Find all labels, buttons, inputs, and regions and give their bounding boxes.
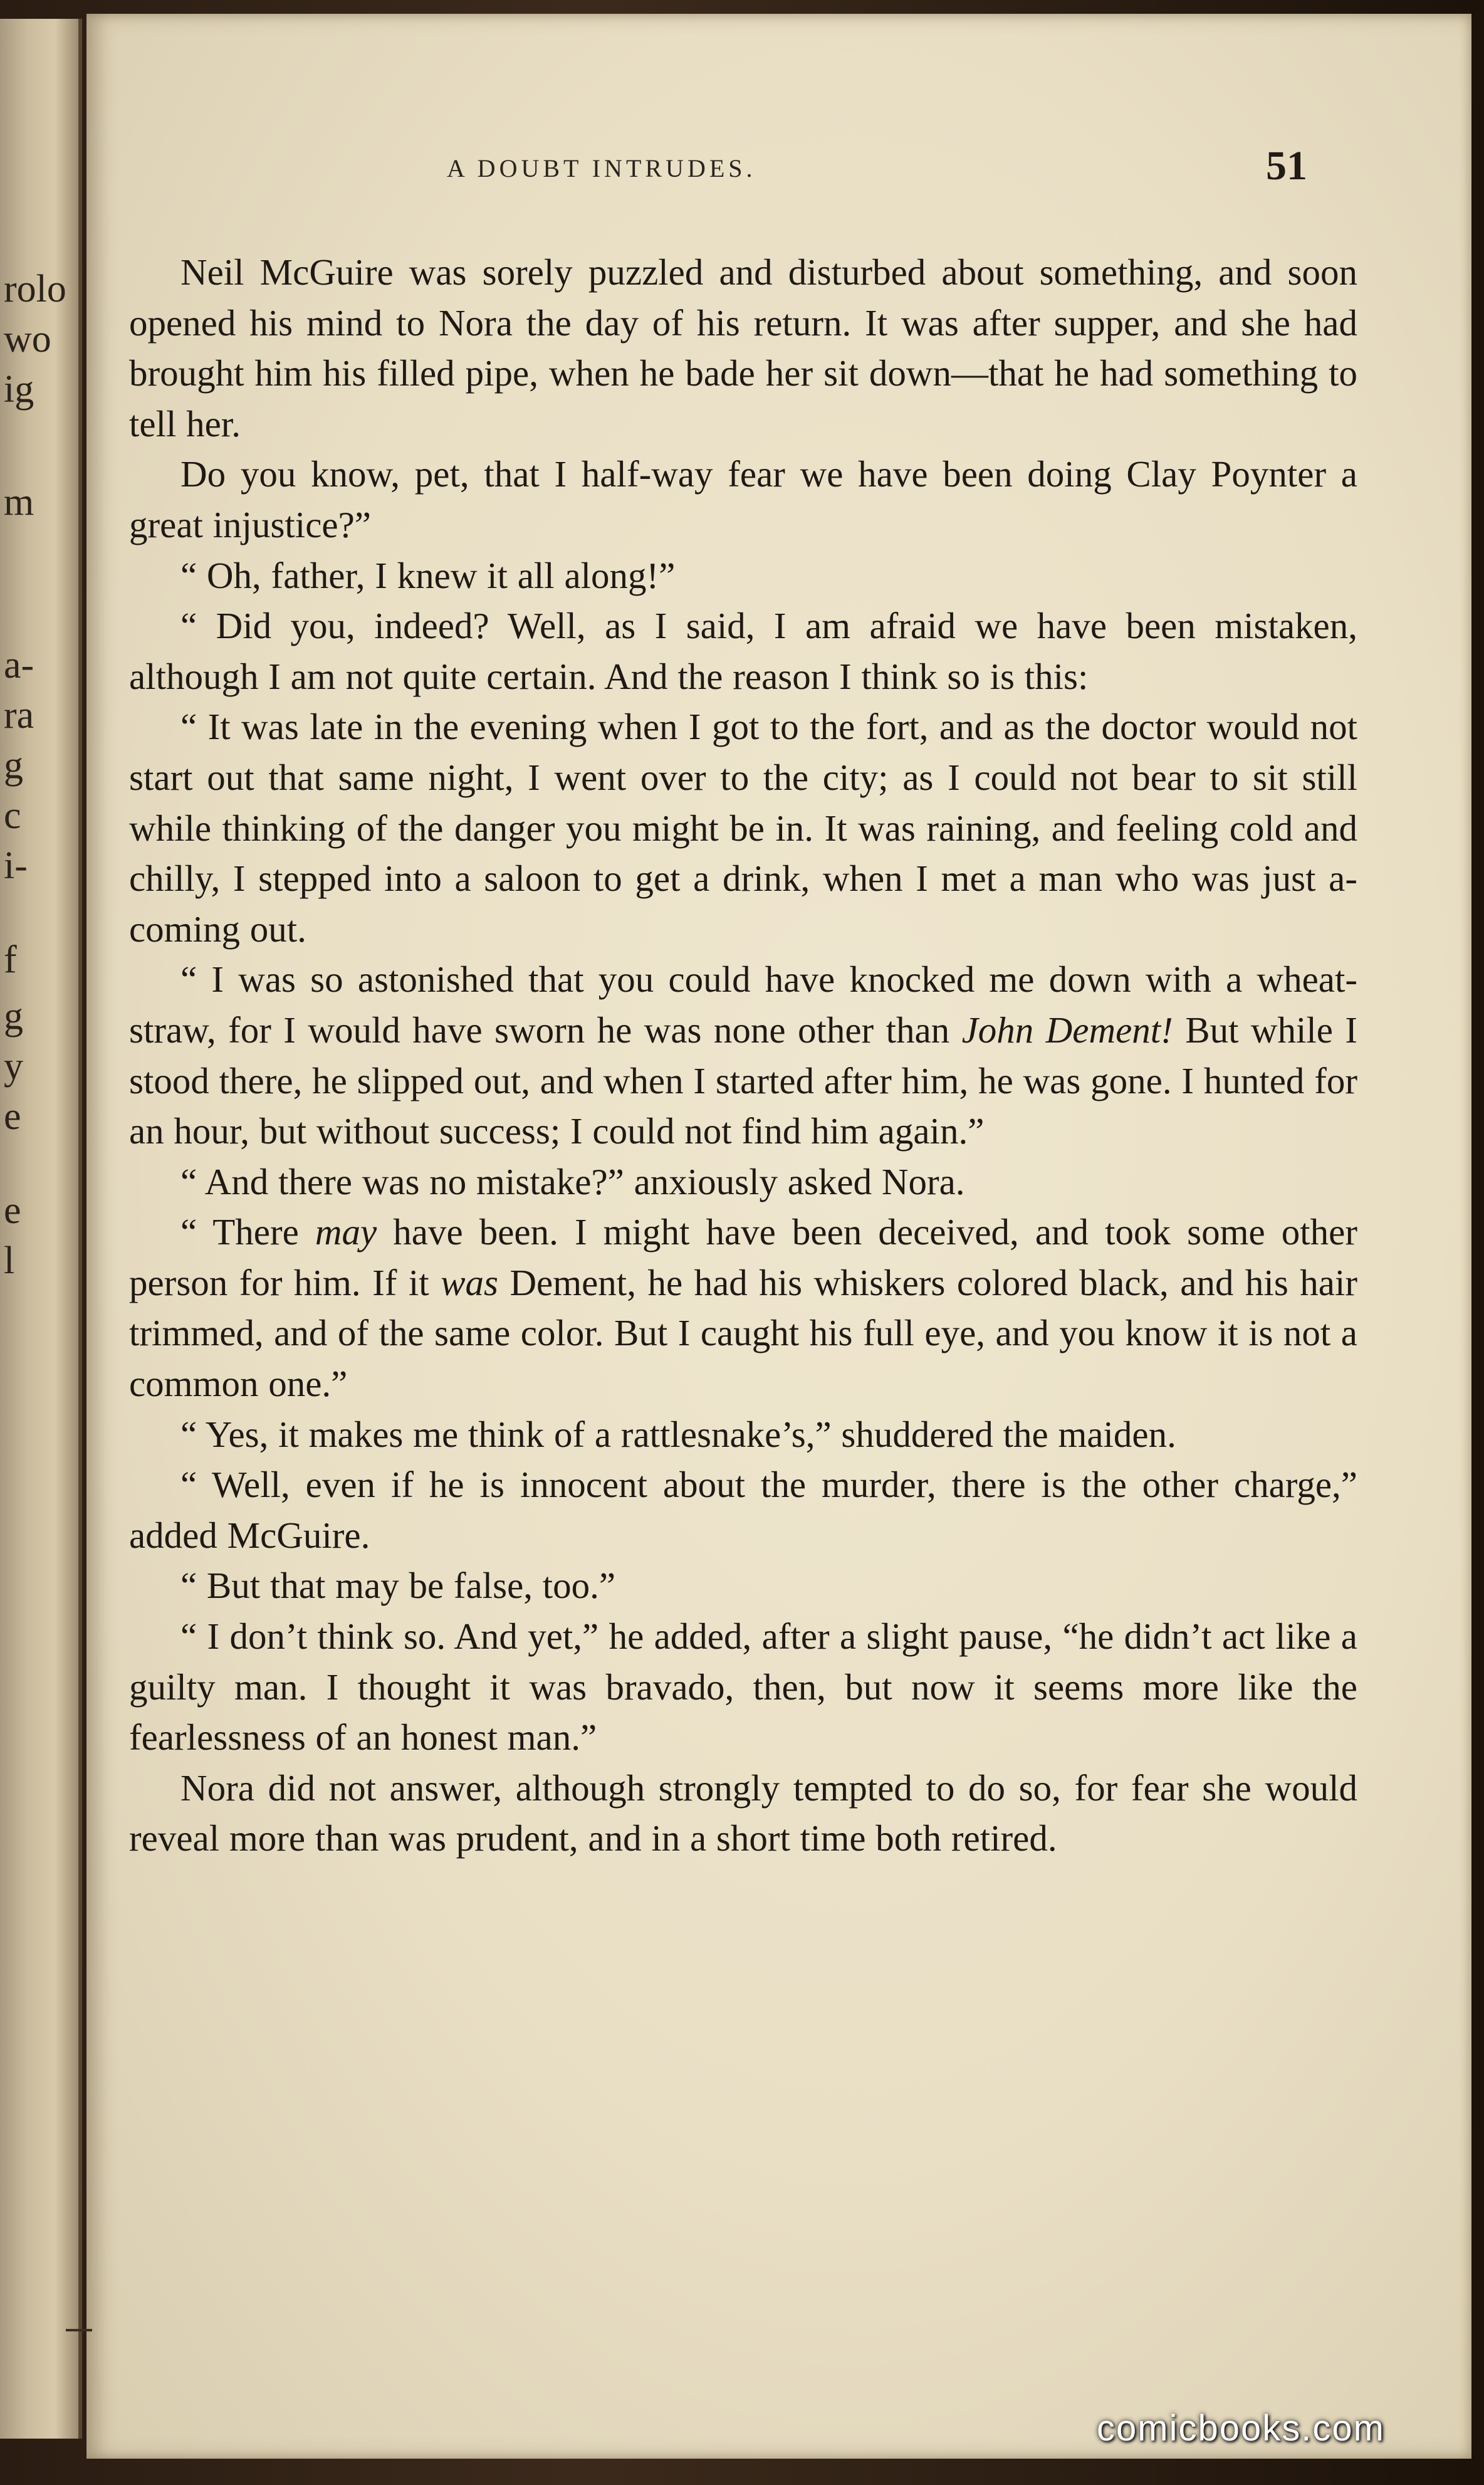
- prev-page-fragment: ra: [4, 694, 34, 737]
- prev-page-fragment: e: [4, 1189, 21, 1232]
- running-head: A DOUBT INTRUDES.: [447, 154, 756, 182]
- prev-page-fragment: y: [4, 1045, 23, 1088]
- prev-page-fragment: f: [4, 938, 17, 981]
- paragraph: “ But that may be false, too.”: [180, 1565, 616, 1607]
- watermark: comicbooks.com: [1097, 2408, 1385, 2449]
- paragraph: Neil McGuire was sorely puzzled and disturbed about something, and soon opened his mind to Nora the day of his return. It was after supper, and she had brought him his filled pipe, when he bade her sit down—that he had something to tell her.: [129, 251, 1357, 444]
- paragraph: Nora did not answer, although strongly tempted to do so, for fear she would reveal more than was prudent, and in a short time both retired.: [129, 1767, 1357, 1859]
- paragraph: “ It was late in the evening when I got to the fort, and as the doctor would not start out that same night, I went over to the city; as I could not bear to sit still while thinking of the danger you might be in. It was raining, and feeling cold and chilly, I stepped into a saloon to get a drink, when I met a man who was just a-coming out.: [129, 706, 1357, 950]
- prev-page-fragment: c: [4, 794, 21, 837]
- paragraph: “ Well, even if he is innocent about the murder, there is the other charge,” added McGuire.: [129, 1464, 1357, 1556]
- paragraph: “ And there was no mistake?” anxiously asked Nora.: [180, 1160, 965, 1202]
- paragraph: “ I was so astonished that you could have knocked me down with a wheat-straw, for I would have sworn he was none other than John Dement! But while I stood there, he slipped out, and when I started after him, he was gone. I hunted for an hour, but without success; I could not find him again.”: [129, 959, 1357, 1152]
- prev-page-fragment: m: [4, 481, 34, 523]
- margin-mark: [66, 2329, 92, 2331]
- page-header: [86, 142, 1471, 205]
- italic-text: may: [315, 1211, 377, 1253]
- body-text: [129, 247, 1357, 1864]
- paragraph: “ Yes, it makes me think of a rattlesnake’s,” shuddered the maiden.: [180, 1413, 1176, 1455]
- page-number: 51: [1266, 143, 1307, 189]
- prev-page-fragment: g: [4, 995, 23, 1038]
- previous-page-edge: [0, 19, 82, 2439]
- book-page: [86, 14, 1471, 2459]
- prev-page-fragment: rolo: [4, 268, 66, 310]
- prev-page-fragment: ig: [4, 368, 34, 411]
- italic-text: was: [441, 1261, 498, 1303]
- prev-page-fragment: l: [4, 1239, 15, 1282]
- paragraph: “ Did you, indeed? Well, as I said, I am afraid we have been mistaken, although I am not quite certain. And the reason I think so is this:: [129, 605, 1357, 697]
- prev-page-fragment: wo: [4, 318, 51, 360]
- paragraph: Do you know, pet, that I half-way fear we have been doing Clay Poynter a great injustice?”: [129, 453, 1357, 545]
- paragraph: “ There may have been. I might have been deceived, and took some other person for him. If it was Dement, he had his whiskers colored black, and his hair trimmed, and of the same color. But I caught his full eye, and you know it is not a common one.”: [129, 1211, 1357, 1405]
- paragraph: “ Oh, father, I knew it all along!”: [180, 554, 676, 596]
- prev-page-fragment: i-: [4, 844, 28, 887]
- italic-text: John Dement!: [961, 1009, 1173, 1051]
- prev-page-fragment: g: [4, 744, 23, 787]
- prev-page-fragment: a-: [4, 644, 34, 686]
- paragraph: “ I don’t think so. And yet,” he added, after a slight pause, “he didn’t act like a guilty man. I thought it was bravado, then, but now it seems more like the fearlessness of an honest man.”: [129, 1616, 1357, 1758]
- prev-page-fragment: e: [4, 1095, 21, 1138]
